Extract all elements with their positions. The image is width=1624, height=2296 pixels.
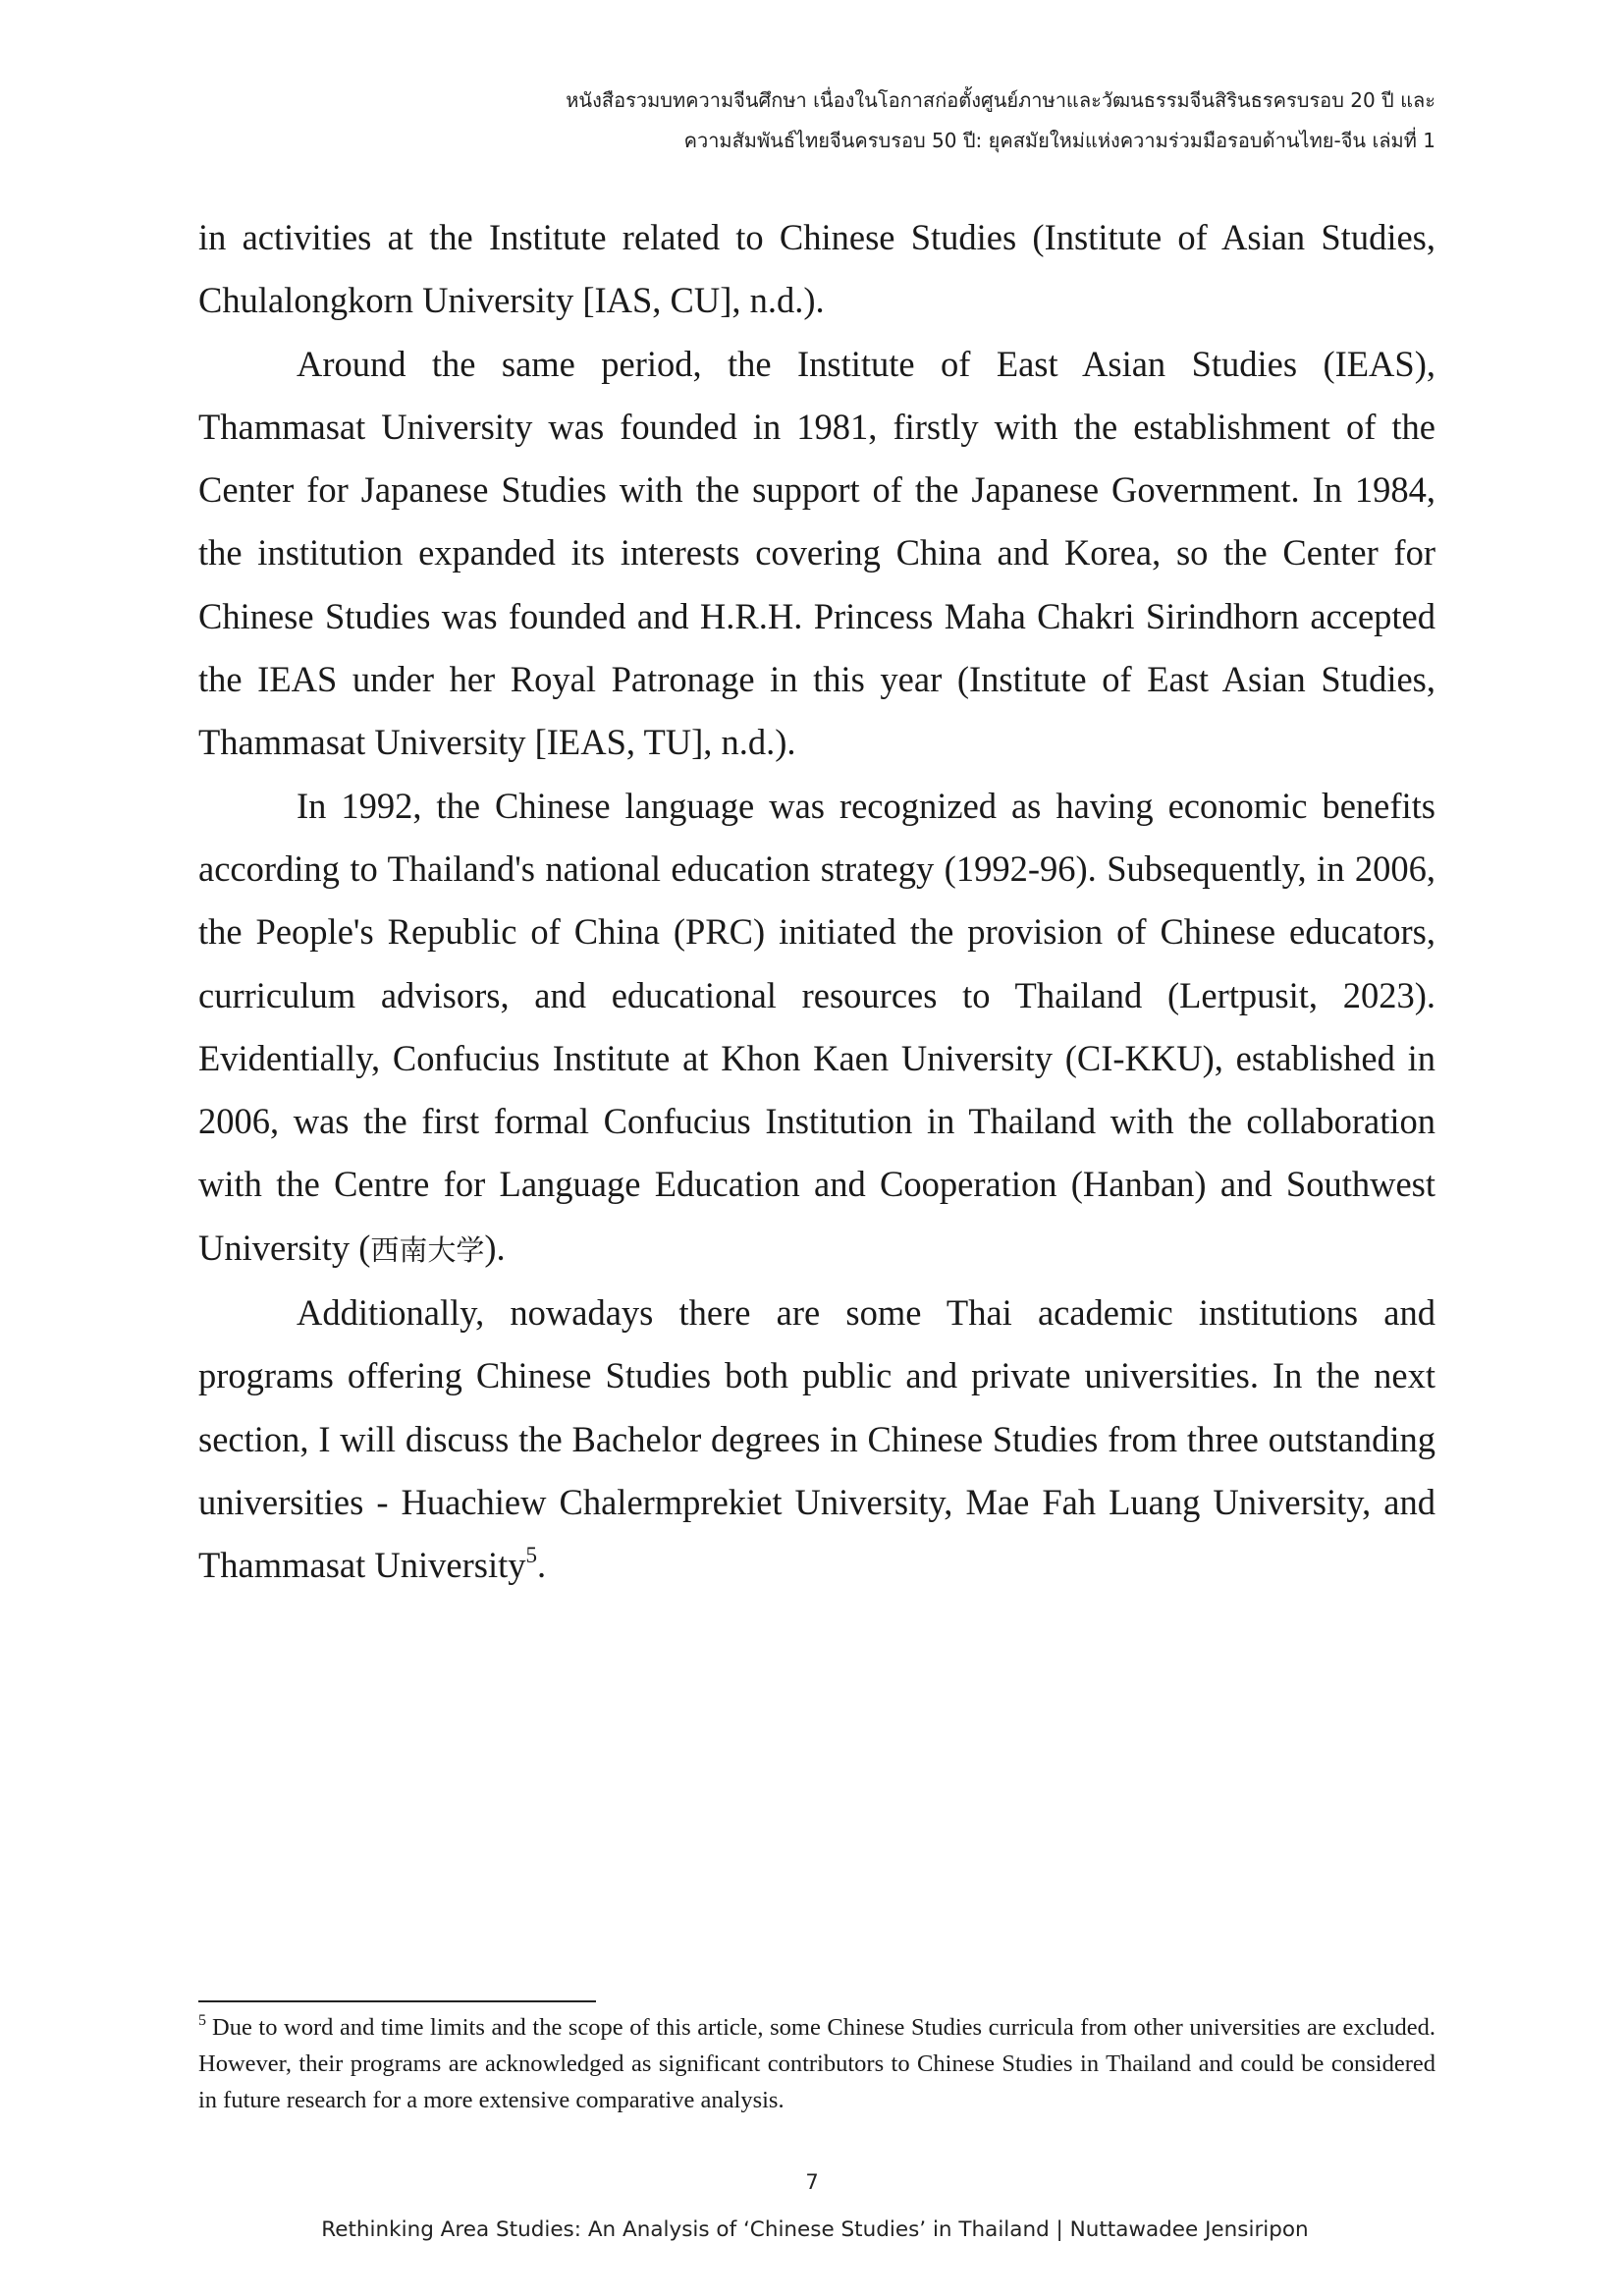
paragraph-3 — [198, 775, 1435, 1282]
running-footer: Rethinking Area Studies: An Analysis of ‘Chinese Studies’ in Thailand | Nuttawadee Jensiripon — [321, 2217, 1309, 2242]
paragraph-2-text: Around the same period, the Institute of East Asian Studies (IEAS), Thammasat University was founded in 1981, firstly with the establishment of the Center for Japanese Studies with the support of the Japanese Government. In 1984, the institution expanded its interests covering China and Korea, so the Center for Chinese Studies was founded and H.R.H. Princess Maha Chakri Sirindhorn accepted the IEAS under her Royal Patronage in this year (Institute of East Asian Studies, Thammasat University [IEAS, TU], n.d.). — [198, 343, 1435, 763]
running-header-line-1: หนังสือรวมบทความจีนศึกษา เนื่องในโอกาสก่อตั้งศูนย์ภาษาและวัฒนธรรมจีนสิรินธรครบรอบ 20 ปี และ — [566, 88, 1435, 112]
paragraph-3-text: In 1992, the Chinese language was recognized as having economic benefits according to Thailand's national education strategy (1992-96). Subsequently, in 2006, the People's Republic of China (PRC) initiated the provision of Chinese educators, curriculum advisors, and educational resources to Thailand (Lertpusit, 2023). Evidentially, Confucius Institute at Khon Kaen University (CI-KKU), established in 2006, was the first formal Confucius Institution in Thailand with the collaboration with the Centre for Language Education and Cooperation (Hanban) and Southwest University ( — [198, 785, 1435, 1268]
paragraph-1-text: in activities at the Institute related to Chinese Studies (Institute of Asian Studies, Chulalongkorn University [IAS, CU], n.d.). — [198, 217, 1435, 321]
footnote — [198, 2009, 1435, 2118]
paragraph-2 — [198, 333, 1435, 775]
footnote-text: Due to word and time limits and the scope of this article, some Chinese Studies curricula from other universities are excluded. However, their programs are acknowledged as significant contributors to Chinese Studies in Thailand and could be considered in future research for a more extensive comparative analysis. — [198, 2014, 1435, 2113]
body-text — [198, 206, 1435, 1598]
paragraph-3-end: ). — [484, 1227, 506, 1268]
running-header — [159, 81, 1435, 161]
paragraph-4 — [198, 1282, 1435, 1597]
page-number: 7 — [805, 2170, 819, 2194]
footnote-marker: 5 — [198, 2011, 206, 2029]
paragraph-4-end: . — [537, 1545, 547, 1586]
paragraph-1 — [198, 206, 1435, 333]
footnote-reference[interactable]: 5 — [525, 1543, 537, 1568]
paragraph-4-text: Additionally, nowadays there are some Thai academic institutions and programs offering Chinese Studies both public and private universities. In the next section, I will discuss the Bachelor degrees in Chinese Studies from three outstanding universities - Huachiew Chalermprekiet University, Mae Fah Luang University, and Thammasat University — [198, 1292, 1435, 1586]
footnote-divider — [198, 2000, 596, 2002]
running-header-line-2: ความสัมพันธ์ไทยจีนครบรอบ 50 ปี: ยุคสมัยใหม่แห่งความร่วมมือรอบด้านไทย-จีน เล่มที่ 1 — [683, 129, 1435, 152]
chinese-university-name: 西南大学 — [370, 1232, 485, 1267]
